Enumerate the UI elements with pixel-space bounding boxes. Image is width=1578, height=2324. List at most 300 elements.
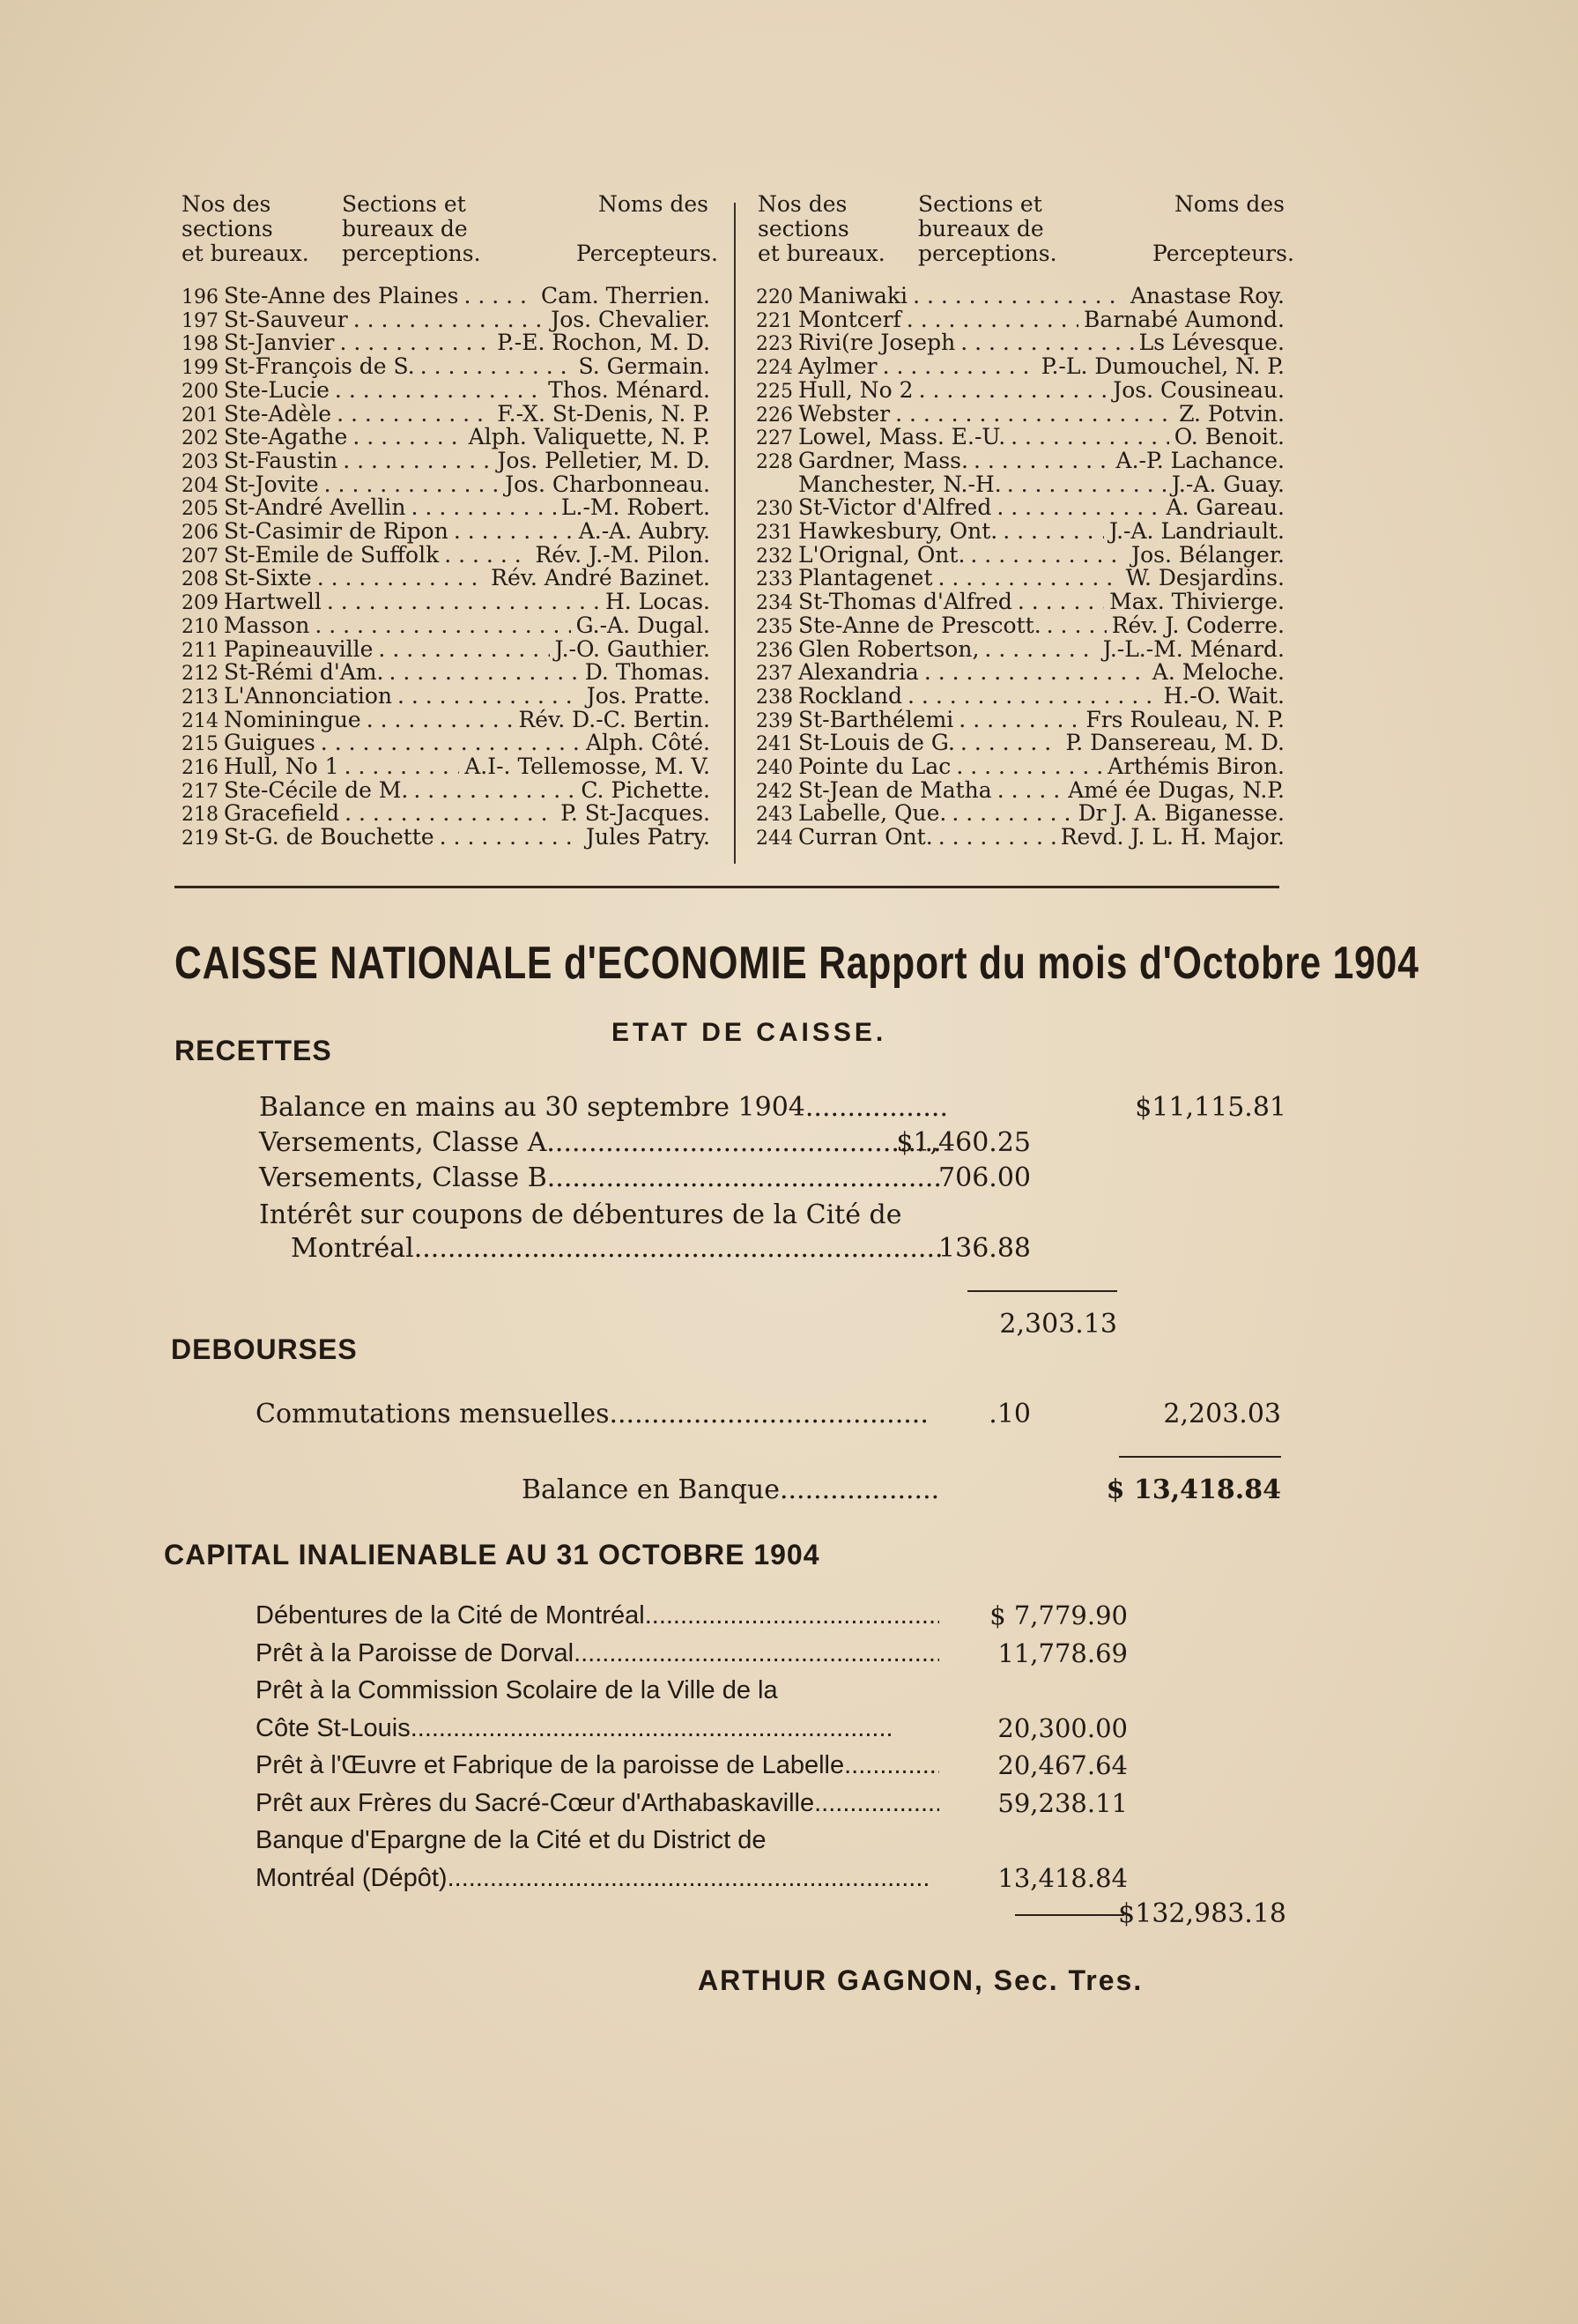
section-number: 244 [756, 828, 793, 850]
classe-a-label: Versements, Classe A [259, 1127, 547, 1158]
header-nom-line3: Percepteurs. [576, 241, 718, 266]
leader-dots [883, 354, 1036, 378]
leader-dots [919, 378, 1108, 402]
collector-name: Rév. D.-C. Bertin. [518, 706, 710, 732]
list-item [756, 472, 1285, 496]
section-place: Gracefield [224, 800, 340, 827]
section-place: St-Barthélemi [798, 706, 954, 732]
leader-dots [645, 1597, 939, 1634]
leader-dots [463, 284, 536, 308]
leader-dots [574, 1635, 939, 1672]
section-place: L'Orignal, Ont. [798, 541, 966, 568]
capital-item-amount: 13,418.84 [997, 1862, 1128, 1893]
capital-item-label [256, 1747, 939, 1784]
capital-item-amount: 20,467.64 [997, 1750, 1128, 1780]
leader-dots [444, 543, 530, 567]
collector-name: Jos. Charbonneau. [505, 471, 710, 497]
header-nom-line2 [1152, 217, 1285, 241]
header-sec-line3: perceptions. [918, 241, 1057, 266]
list-item [182, 495, 710, 519]
section-number: 237 [756, 663, 793, 686]
section-place: Ste-Cécile de M. [224, 776, 409, 803]
capital-item-label [256, 1710, 939, 1747]
list-item [182, 801, 710, 825]
collector-name: Frs Rouleau, N. P. [1085, 706, 1285, 732]
section-number: 200 [182, 380, 219, 403]
recettes-heading: RECETTES [174, 1035, 332, 1066]
capital-item-label [256, 1822, 766, 1859]
collector-name: Revd. J. L. H. Major. [1060, 824, 1285, 850]
leader-dots [970, 543, 1126, 567]
section-number: 241 [756, 733, 793, 756]
section-place: Guigues [224, 730, 315, 756]
list-item [182, 708, 710, 731]
list-item [756, 708, 1285, 731]
section-number: 208 [182, 568, 219, 591]
list-item [182, 778, 710, 802]
classe-b-line [259, 1161, 944, 1196]
section-place: Masson [224, 612, 310, 638]
collector-name: Rév. J.-M. Pilon. [535, 541, 710, 568]
list-item [182, 590, 710, 613]
header-sections [918, 192, 1077, 266]
section-number: 215 [182, 733, 219, 756]
leader-dots [448, 1860, 939, 1897]
list-item [756, 284, 1285, 308]
section-number: 209 [182, 592, 219, 615]
leader-dots [814, 1785, 939, 1822]
list-item [182, 330, 710, 354]
section-place: Ste-Anne des Plaines [224, 283, 459, 308]
section-number: 233 [756, 568, 793, 591]
capital-item-text: Prêt aux Frères du Sacré-Cœur d'Arthabaskaville [256, 1788, 815, 1817]
list-item [756, 731, 1285, 754]
leader-dots [844, 1747, 939, 1784]
list-item [756, 684, 1285, 708]
leader-dots [397, 684, 582, 708]
list-item [182, 684, 710, 708]
section-number: 199 [182, 357, 219, 380]
capital-total-line [1101, 1897, 1286, 1932]
collector-name: Cam. Therrien. [541, 283, 710, 308]
header-sec-line1: Sections et [342, 191, 466, 217]
banque-line [522, 1473, 1288, 1508]
header-nom-line1: Noms des [1174, 191, 1285, 217]
section-place: St-Janvier [224, 330, 335, 356]
list-item [182, 425, 710, 449]
section-number: 226 [756, 404, 793, 427]
list-item [756, 519, 1285, 543]
leader-dots [413, 778, 575, 802]
capital-item-text: Banque d'Epargne de la Cité et du District de [256, 1826, 767, 1854]
section-number: 201 [182, 404, 219, 427]
list-item [182, 731, 710, 754]
capital-item-label [256, 1635, 939, 1672]
list-item [756, 378, 1285, 402]
section-place: Glen Robertson, [798, 635, 980, 662]
right-column-headers [758, 192, 1295, 271]
section-number: 206 [182, 522, 219, 544]
list-item [182, 472, 710, 496]
leader-dots [997, 778, 1063, 802]
section-place: St-Victor d'Alfred [798, 494, 992, 521]
section-number: 204 [182, 474, 219, 497]
capital-item-text: Montréal (Dépôt) [256, 1863, 448, 1892]
section-number: 219 [182, 828, 219, 850]
section-number: 216 [182, 757, 219, 779]
collector-name: J.-A. Guay. [1171, 471, 1285, 497]
header-num-line2: sections [182, 216, 273, 241]
leader-dots [908, 684, 1158, 708]
list-item [182, 402, 710, 426]
collector-name: O. Benoit. [1174, 424, 1285, 450]
collector-name: Jules Patry. [585, 824, 710, 850]
collector-name: A.-P. Lachance. [1115, 447, 1285, 473]
header-num-line3: et bureaux. [758, 241, 885, 266]
section-place: St-Casimir de Ripon [224, 518, 448, 544]
section-place: St-Louis de G. [798, 730, 955, 756]
section-place: Hull, No 2 [798, 376, 914, 403]
leader-dots [938, 566, 1121, 590]
collector-name: J.-A. Landriault. [1109, 518, 1285, 544]
capital-item-label [256, 1860, 939, 1897]
header-num-line1: Nos des [758, 191, 848, 217]
capital-item-amount: 20,300.00 [997, 1712, 1128, 1743]
leader-dots [367, 708, 514, 731]
section-place: Ste-Lucie [224, 376, 330, 403]
leader-dots [952, 801, 1072, 825]
section-place: St-Sixte [224, 565, 312, 591]
leader-dots [378, 637, 549, 661]
collector-name: Dr J. A. Biganesse. [1078, 800, 1285, 827]
section-place: Rivi(re Joseph [798, 330, 956, 356]
classe-b-label: Versements, Classe B [259, 1162, 547, 1193]
leader-dots [420, 354, 574, 378]
section-number: 224 [756, 357, 793, 380]
left-column-headers [182, 192, 719, 271]
collector-name: Jos. Cousineau. [1113, 376, 1285, 403]
section-place: Curran Ont. [798, 824, 933, 850]
section-number: 240 [756, 757, 793, 779]
commutations-label: Commutations mensuelles [256, 1399, 610, 1429]
leader-dots [454, 519, 574, 543]
capital-item-text: Prêt à la Commission Scolaire de la Ville de la [256, 1676, 778, 1704]
section-number: 234 [756, 592, 793, 615]
section-number: 210 [182, 615, 219, 638]
section-place: Ste-Agathe [224, 424, 348, 450]
banque-label: Balance en Banque [522, 1474, 780, 1505]
collector-name: Rév. J. Coderre. [1111, 612, 1285, 638]
capital-item-text: Prêt à l'Œuvre et Fabrique de la paroisse de Labelle [256, 1751, 845, 1779]
collector-name: Max. Thivierge. [1109, 589, 1285, 615]
section-place: Ste-Anne de Prescott. [798, 612, 1041, 638]
collector-name: Alph. Côté. [585, 730, 710, 756]
collector-name: Jos. Chevalier. [551, 306, 710, 332]
section-number: 217 [182, 780, 219, 803]
collector-name: Thos. Ménard. [548, 376, 710, 403]
leader-dots [411, 495, 556, 519]
section-place: St-Sauveur [224, 306, 348, 332]
section-place: Ste-Adèle [224, 400, 332, 427]
header-noms [1152, 191, 1294, 266]
classe-b-amount: 706.00 [938, 1162, 1031, 1193]
list-item [756, 566, 1285, 590]
section-place: Alexandria [798, 659, 919, 686]
section-place: Manchester, N.-H. [798, 471, 1002, 497]
section-place: Gardner, Mass. [798, 447, 968, 473]
section-number: 221 [756, 309, 793, 332]
header-num-line2: sections [758, 216, 849, 241]
collector-name: H. Locas. [604, 589, 710, 615]
list-item [182, 660, 710, 684]
collector-name: Anastase Roy. [1130, 283, 1285, 308]
classe-a-amount: $1,460.25 [896, 1127, 1031, 1158]
leader-dots [317, 566, 485, 590]
leader-dots [960, 731, 1061, 754]
section-place: St-André Avellin [224, 494, 406, 521]
banque-amount: $ 13,418.84 [1106, 1474, 1281, 1505]
header-sections [342, 192, 500, 266]
capital-item-label [256, 1785, 939, 1822]
section-rule [174, 886, 1279, 888]
collector-name: Jos. Pelletier, M. D. [497, 447, 710, 473]
banque-label-wrap [522, 1473, 938, 1508]
list-item [756, 495, 1285, 519]
leader-dots [353, 308, 545, 331]
collector-name: Jos. Pratte. [586, 682, 710, 709]
right-sections-list [756, 284, 1288, 865]
list-item [182, 308, 710, 331]
capital-heading: CAPITAL INALIENABLE AU 31 OCTOBRE 1904 [164, 1539, 820, 1570]
leader-dots [1007, 472, 1167, 496]
balance-line [259, 1090, 946, 1125]
net-amount: 2,203.03 [1163, 1399, 1281, 1429]
section-place: St-Jean de Matha [798, 776, 992, 803]
section-place: Hartwell [224, 589, 322, 615]
section-place: Pointe du Lac [798, 754, 952, 779]
header-num-line3: et bureaux. [182, 241, 309, 266]
leader-dots [924, 660, 1147, 684]
leader-dots [913, 284, 1125, 308]
section-number: 235 [756, 615, 793, 638]
collector-name: A.I-. Tellemosse, M. V. [464, 754, 710, 779]
subtotal-line [950, 1307, 1117, 1342]
leader-dots [411, 1710, 939, 1747]
leader-dots [344, 754, 460, 778]
header-noms [576, 191, 718, 266]
leader-dots [315, 613, 570, 637]
leader-dots [907, 308, 1078, 331]
collector-name: Ls Lévesque. [1138, 330, 1285, 356]
section-place: Papineauville [224, 635, 374, 662]
header-sec-line3: perceptions. [342, 241, 481, 266]
section-place: Lowel, Mass. E.-U. [798, 424, 1006, 450]
collector-name: A. Gareau. [1166, 494, 1285, 521]
capital-list [256, 1597, 1154, 1905]
section-number: 220 [756, 286, 793, 308]
subtotal-rule [967, 1290, 1117, 1292]
list-item [756, 308, 1285, 331]
list-item [182, 354, 710, 378]
collector-name: A.-A. Aubry. [578, 518, 710, 544]
section-number: 203 [182, 450, 219, 473]
section-number: 218 [182, 804, 219, 827]
leader-dots [337, 402, 492, 426]
section-number: 207 [182, 545, 219, 568]
capital-item-amount: $ 7,779.90 [989, 1600, 1128, 1630]
section-place: Labelle, Que. [798, 800, 947, 827]
etat-de-caisse-heading: ETAT DE CAISSE. [611, 1018, 887, 1047]
section-number: 227 [756, 427, 793, 450]
section-place: Hawkesbury, Ont. [798, 518, 998, 544]
net-rule [1119, 1456, 1281, 1458]
interet-line-2 [291, 1231, 943, 1266]
column-divider [734, 203, 736, 864]
section-number: 236 [756, 639, 793, 662]
section-place: Maniwaki [798, 283, 908, 308]
section-place: St-Emile de Suffolk [224, 541, 440, 568]
list-item [182, 825, 710, 849]
list-item [756, 402, 1285, 426]
list-item [756, 613, 1285, 637]
left-sections-list [182, 284, 714, 865]
collector-name: F.-X. St-Denis, N. P. [497, 400, 710, 427]
section-number: 239 [756, 709, 793, 732]
section-place: St-François de S. [224, 353, 415, 380]
collector-name: G.-A. Dugal. [575, 612, 710, 638]
collector-name: P.-L. Dumouchel, N. P. [1041, 353, 1285, 380]
section-place: Plantagenet [798, 565, 933, 591]
section-number: 212 [182, 663, 219, 686]
leader-dots [327, 590, 600, 613]
report-title: CAISSE NATIONALE d'ECONOMIE Rapport du mois d'Octobre 1904 [174, 938, 1419, 989]
collector-name: Alph. Valiquette, N. P. [468, 424, 710, 450]
list-item [756, 543, 1285, 567]
section-place: St-Thomas d'Alfred [798, 589, 1012, 615]
list-item [756, 660, 1285, 684]
collector-name: S. Germain. [578, 353, 710, 380]
collector-name: Jos. Bélanger. [1131, 541, 1285, 568]
collector-name: Z. Potvin. [1179, 400, 1285, 427]
capital-item-label [256, 1672, 778, 1709]
header-sec-line1: Sections et [918, 191, 1042, 217]
section-place: Montcerf [798, 306, 901, 332]
list-item [756, 825, 1285, 849]
header-nom-line3: Percepteurs. [1152, 241, 1294, 266]
leader-dots [1018, 590, 1104, 613]
leader-dots [974, 449, 1111, 472]
collector-name: H.-O. Wait. [1163, 682, 1285, 709]
collector-name: W. Desjardins. [1125, 565, 1285, 591]
section-number: 211 [182, 639, 219, 662]
collector-name: D. Thomas. [584, 659, 710, 686]
section-number: 196 [182, 286, 219, 308]
section-number: 232 [756, 545, 793, 568]
section-place: St-Rémi d'Am. [224, 659, 384, 686]
collector-name: L.-M. Robert. [560, 494, 710, 521]
section-number: 231 [756, 522, 793, 544]
section-number: 202 [182, 427, 219, 450]
section-number: 230 [756, 498, 793, 521]
collector-name: P. St-Jacques. [560, 800, 710, 827]
header-num [182, 192, 331, 266]
header-nom-line1: Noms des [597, 191, 708, 217]
section-number: 242 [756, 780, 793, 803]
section-place: Rockland [798, 682, 903, 709]
list-item [182, 637, 710, 661]
section-number: 243 [756, 804, 793, 827]
section-number: 198 [182, 333, 219, 356]
list-item [182, 284, 710, 308]
leader-dots [343, 449, 492, 472]
list-item [182, 519, 710, 543]
list-item [756, 637, 1285, 661]
list-item [756, 754, 1285, 778]
balance-amount: $11,115.81 [1135, 1092, 1286, 1123]
list-item [756, 801, 1285, 825]
section-number: 213 [182, 686, 219, 709]
interet-label: Montréal [291, 1233, 414, 1264]
list-item [182, 449, 710, 472]
capital-item-amount: 59,238.11 [997, 1787, 1128, 1818]
commutations-line [256, 1397, 930, 1432]
list-item [182, 378, 710, 402]
commutations-amount: .10 [989, 1399, 1031, 1429]
interet-line-1: Intérêt sur coupons de débentures de la Cité de [259, 1199, 902, 1230]
header-nom-line2 [576, 217, 708, 241]
collector-name: J.-L.-M. Ménard. [1102, 635, 1285, 662]
collector-name: Arthémis Biron. [1108, 754, 1285, 779]
section-place: Aylmer [798, 353, 878, 380]
leader-dots [956, 754, 1102, 778]
debourses-heading: DEBOURSES [171, 1333, 358, 1365]
leader-dots [440, 825, 581, 849]
leader-dots [352, 425, 463, 449]
collector-name: P.-E. Rochon, M. D. [497, 330, 710, 356]
section-number: 228 [756, 450, 793, 473]
leader-dots [959, 708, 1080, 731]
leader-dots [324, 472, 500, 496]
subtotal-amount: 2,303.13 [999, 1309, 1117, 1340]
collector-name: C. Pichette. [581, 776, 710, 803]
section-place: St-G. de Bouchette [224, 824, 434, 850]
list-item [756, 778, 1285, 802]
capital-item-text: Prêt à la Paroisse de Dorval [256, 1638, 574, 1667]
section-place: Hull, No 1 [224, 754, 339, 779]
capital-item-text: Débentures de la Cité de Montréal [256, 1601, 645, 1630]
section-number: 223 [756, 333, 793, 356]
capital-item-text: Côte St-Louis [256, 1713, 411, 1742]
leader-dots [938, 825, 1056, 849]
collector-name: J.-O. Gauthier. [554, 635, 710, 662]
leader-dots [1011, 425, 1169, 449]
header-num [758, 192, 908, 266]
list-item [756, 354, 1285, 378]
header-sec-line2: bureaux de [342, 216, 468, 241]
leader-dots [1003, 519, 1104, 543]
leader-dots [340, 330, 493, 354]
header-sec-line2: bureaux de [918, 216, 1044, 241]
leader-dots [335, 378, 543, 402]
leader-dots [984, 637, 1097, 661]
capital-item-label [256, 1597, 939, 1634]
signature: ARTHUR GAGNON, Sec. Tres. [698, 1964, 1144, 1996]
capital-item-amount: 11,778.69 [997, 1637, 1128, 1668]
list-item [182, 754, 710, 778]
collector-name: Rév. André Bazinet. [491, 565, 710, 591]
list-item [182, 566, 710, 590]
section-number: 197 [182, 309, 219, 332]
